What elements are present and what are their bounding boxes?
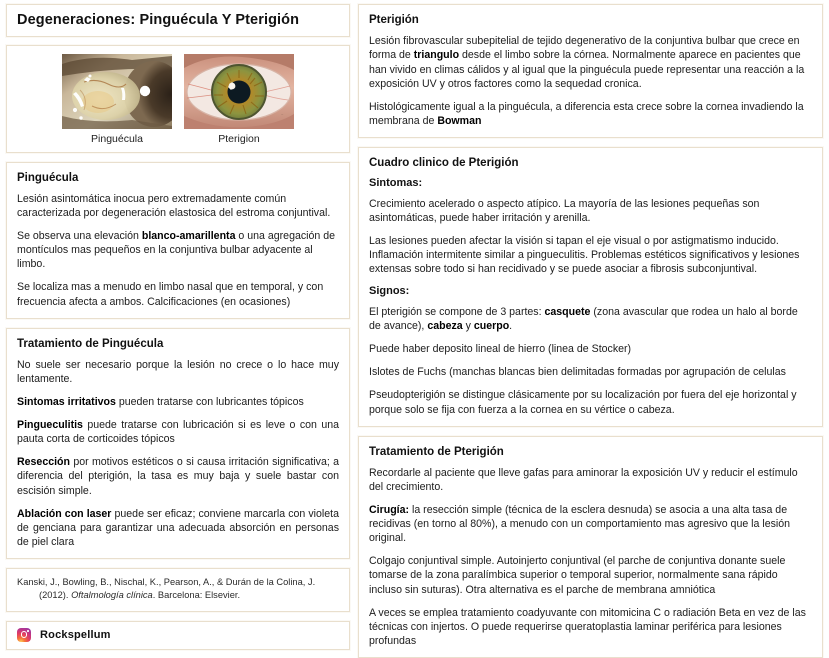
signos-label: Signos: — [369, 285, 410, 298]
paragraph: Puede haber deposito lineal de hierro (linea de Stocker) — [369, 343, 632, 356]
title-panel — [6, 4, 350, 37]
paragraph: Ablación con laser puede ser eficaz; conviene marcarla con violeta de genciana para garantizar una adecuada absorción en personas de piel clara — [17, 507, 339, 548]
pinguecula-body — [17, 192, 339, 309]
pinguecula-slit-lamp-photo — [62, 54, 172, 129]
tratamiento-pterigion-body — [369, 466, 812, 648]
paragraph: Recordarle al paciente que lleve gafas para aminorar la exposición UV y reducir el estímulo del crecimiento. — [369, 466, 798, 494]
figures-panel — [6, 45, 350, 153]
tratamiento-pterigion-panel — [358, 436, 823, 658]
paragraph: Pseudopterigión se distingue clásicamente por su localización por fuera del eje horizontal y porque solo se fija con fuerza a la cornea en su vértice o cabeza. — [369, 389, 797, 416]
brand-panel[interactable] — [6, 621, 350, 650]
cuadro-clinico-panel — [358, 147, 823, 427]
paragraph: No suele ser necesario porque la lesión no crece o lo hace muy lentamente. — [17, 359, 339, 386]
paragraph: Colgajo conjuntival simple. Autoinjerto conjuntival (el parche de conjuntiva donante suele tomarse de la zona paralímbica superior o temporal superior, normalmente sana rápido incluso sin suturas). Otra alternativa es el parche de membrana amniótica — [369, 555, 786, 596]
citation-text — [17, 576, 339, 603]
figure-caption-pterigion: Pterigion — [218, 133, 260, 146]
paragraph: El pterigión se compone de 3 partes: casquete (zona avascular que rodea un halo al borde de avance), cabeza y cuerpo. — [369, 306, 798, 333]
paragraph: Cirugía: la resección simple (técnica de la esclera desnuda) se asocia a una alta tasa de recidivas (en torno al 80%), a menudo con un comportamiento mas agresivo que la lesión original. — [369, 504, 791, 545]
cuadro-clinico-heading: Cuadro clinico de Pterigión — [369, 156, 519, 169]
brand-name: Rockspellum — [40, 628, 111, 641]
citation-authors: Kanski, J., Bowling, B., Nischal, K., Pearson, A., & Durán de la Colina, J. — [17, 576, 316, 587]
emphasis-term: Cirugía: — [369, 504, 410, 517]
sintomas-body — [369, 197, 812, 276]
svg-text:~: ~ — [281, 112, 284, 118]
page-title: Degeneraciones: Pinguécula Y Pterigión — [17, 12, 300, 28]
emphasis-term: cabeza — [427, 320, 463, 333]
tratamiento-pinguecula-panel — [6, 328, 350, 559]
pinguecula-panel — [6, 162, 350, 319]
paragraph: Lesión fibrovascular subepitelial de tejido degenerativo de la conjuntiva bulbar que crece en forma de triangulo desde el limbo sobre la córnea. Normalmente aparece en pacientes que han vivido en climas cálidos y al igual que la pinguécula puede representar una reacción a la exposición UV y otros factores como la sequedad cronica. — [369, 35, 805, 90]
paragraph: Histológicamente igual a la pinguécula, a diferencia esta crece sobre la cornea invadiendo la membrana de Bowman — [369, 100, 804, 127]
pterigion-panel — [358, 4, 823, 138]
pterigion-heading: Pterigión — [369, 14, 419, 26]
emphasis-term: Pingueculitis — [17, 419, 83, 432]
paragraph: Las lesiones pueden afectar la visión si tapan el eje visual o por astigmatismo inducido. Inflamación intermitente similar a pingueculitis. Problemas estéticos significativos y lesiones extensas sobre todo si han recidivado y se puede asociar a fibrosis subconjuntival. — [369, 235, 800, 276]
citation-work: Oftalmología clínica — [71, 590, 153, 601]
emphasis-term: casquete — [544, 306, 591, 319]
figure-pterigion — [184, 54, 294, 146]
paragraph: Pingueculitis puede tratarse con lubricación si es leve o con una pauta corta de corticoides tópicos — [17, 419, 339, 446]
paragraph: Sintomas irritativos pueden tratarse con lubricantes tópicos — [17, 396, 304, 409]
citation-panel — [6, 568, 350, 612]
tratamiento-pinguecula-body — [17, 358, 339, 549]
paragraph: Islotes de Fuchs (manchas blancas bien delimitadas formadas por agrupación de celulas — [369, 366, 786, 379]
paragraph: Lesión asintomática inocua pero extremadamente común caracterizada por degeneración elastosica del estroma conjuntival. — [17, 193, 331, 220]
citation-year: (2012). — [39, 590, 69, 601]
tratamiento-pterigion-heading: Tratamiento de Pterigión — [369, 445, 504, 458]
citation-publisher: . Barcelona: Elsevier. — [152, 590, 241, 601]
emphasis-term: Ablación con laser — [17, 507, 112, 520]
figure-caption-pinguecula: Pinguécula — [91, 133, 143, 146]
emphasis-term: Resección — [17, 456, 70, 469]
emphasis-term: triangulo — [413, 49, 460, 62]
emphasis-term: blanco-amarillenta — [141, 230, 236, 243]
signos-body — [369, 305, 812, 416]
paragraph: Crecimiento acelerado o aspecto atípico. La mayoría de las lesiones pequeñas son asintomáticas, puede haber irritación y arenilla. — [369, 197, 760, 225]
pinguecula-heading: Pinguécula — [17, 171, 79, 184]
emphasis-term: Sintomas irritativos — [17, 396, 116, 409]
paragraph: A veces se emplea tratamiento coadyuvante con mitomicina C o radiación Beta en vez de las técnicas con injertos. O puede requerirse queratoplastia laminar periférica para lesiones profundas — [369, 606, 806, 647]
pterygium-eye-photo — [184, 54, 294, 129]
figure-row — [15, 54, 341, 146]
pterigion-body — [369, 34, 812, 127]
emphasis-term: cuerpo — [473, 320, 510, 333]
right-column — [354, 4, 823, 647]
tratamiento-pinguecula-heading: Tratamiento de Pinguécula — [17, 337, 164, 350]
emphasis-term: Bowman — [437, 114, 482, 127]
paragraph: Se observa una elevación blanco-amarillenta o una agregación de montículos mas pequeños en la conjuntiva bulbar adyacente al limbo. — [17, 230, 336, 271]
figure-pinguecula — [62, 54, 172, 146]
sintomas-label: Sintomas: — [369, 177, 423, 190]
paragraph: Resección por motivos estéticos o si causa irritación significativa; a diferencia del pterigión, la tasa es muy baja y suele bastar con escisión simple. — [17, 456, 339, 497]
left-column — [6, 4, 354, 640]
paragraph: Se localiza mas a menudo en limbo nasal que en temporal, y con frecuencia afecta a ambos. Calcificaciones (en ocasiones) — [17, 281, 324, 308]
